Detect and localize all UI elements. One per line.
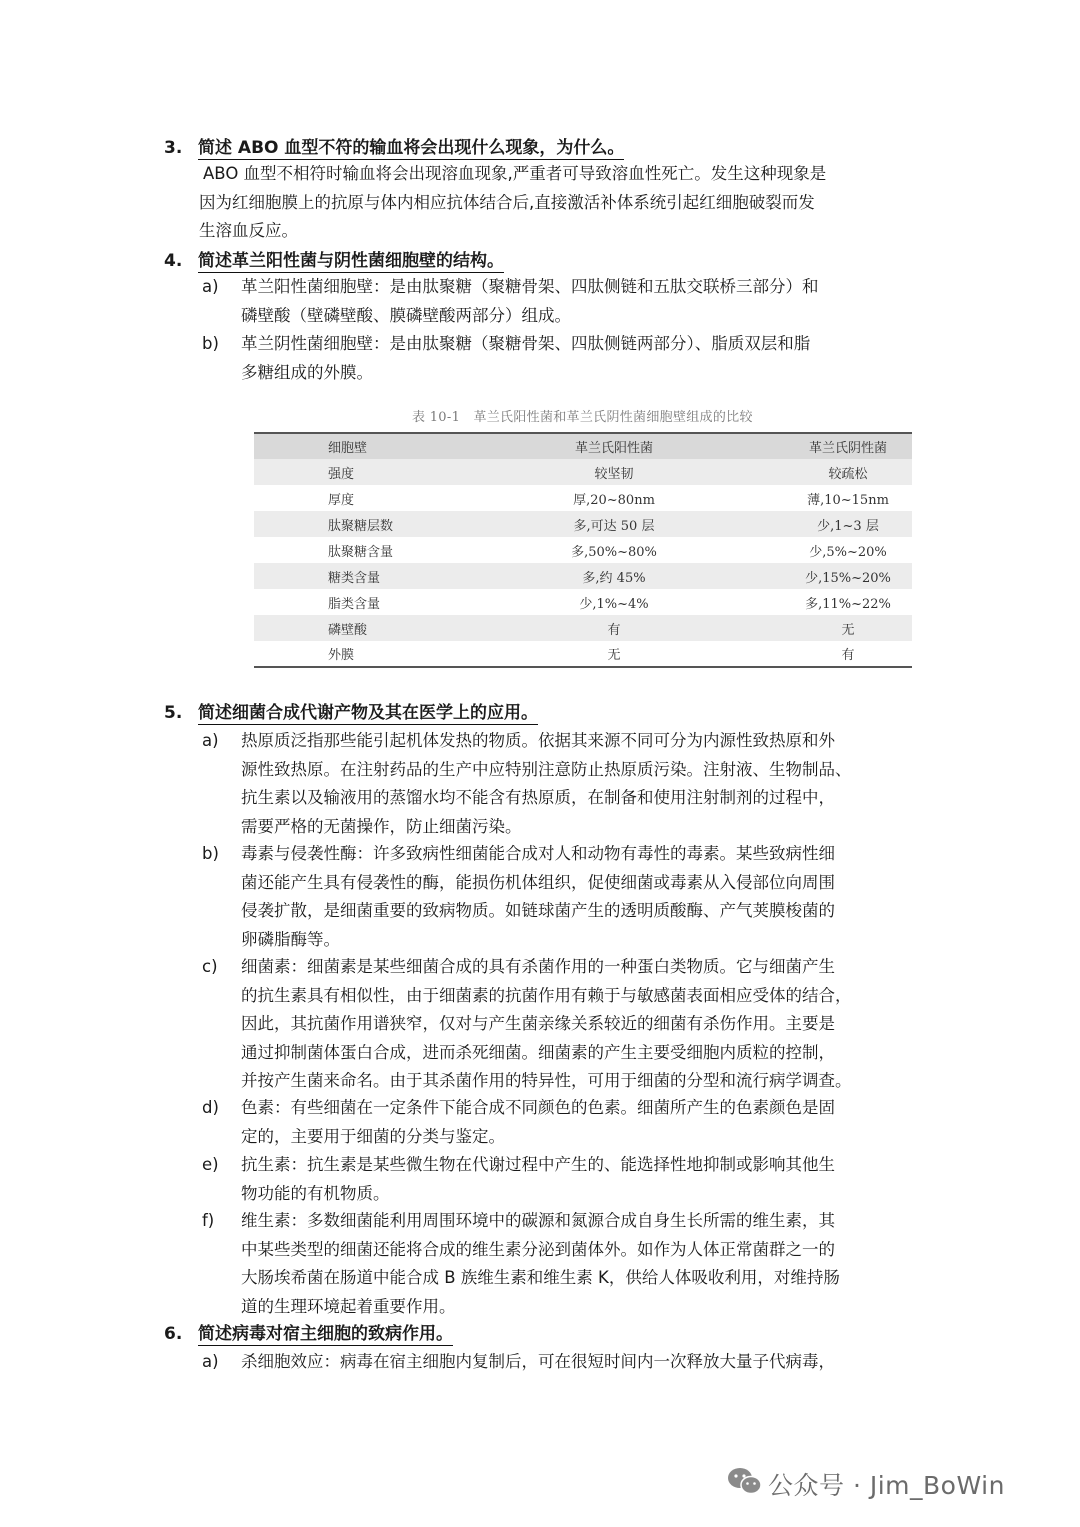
table-cell: 肽聚糖含量 xyxy=(328,544,394,560)
table-row xyxy=(254,615,912,641)
question-6-heading xyxy=(164,1323,453,1345)
table-row xyxy=(254,511,912,537)
question-number: 4. xyxy=(164,251,183,271)
list-marker: b) xyxy=(202,844,219,863)
item-line: 的抗生素具有相似性，由于细菌素的抗菌作用有赖于与敏感菌表面相应受体的结合， xyxy=(241,985,852,1005)
answer-line: ABO 血型不相符时输血将会出现溶血现象,严重者可导致溶血性死亡。发生这种现象是 xyxy=(203,164,827,183)
question-number: 5. xyxy=(164,703,183,723)
table-cell: 脂类含量 xyxy=(328,596,381,612)
table-cell: 多,约 45% xyxy=(434,563,724,589)
item-line: 需要严格的无菌操作，防止细菌污染。 xyxy=(241,816,522,836)
table-cell: 少,1%~4% xyxy=(579,596,649,612)
item-line: 革兰阴性菌细胞壁：是由肽聚糖（聚糖骨架、四肽侧链两部分）、脂质双层和脂 xyxy=(241,334,811,353)
item-line: 杀细胞效应：病毒在宿主细胞内复制后，可在很短时间内一次释放大量子代病毒， xyxy=(241,1352,835,1371)
question-title: 简述革兰阳性菌与阴性菌细胞壁的结构。 xyxy=(198,251,504,271)
item-line: 革兰阳性菌细胞壁：是由肽聚糖（聚糖骨架、四肽侧链和五肽交联桥三部分）和 xyxy=(241,277,819,296)
item-line: 侵袭扩散，是细菌重要的致病物质。如链球菌产生的透明质酸酶、产气荚膜梭菌的 xyxy=(241,901,835,920)
item-line: 磷壁酸（壁磷壁酸、膜磷壁酸两部分）组成。 xyxy=(241,305,571,325)
list-marker: d) xyxy=(202,1098,219,1117)
wechat-icon xyxy=(726,1466,764,1496)
table-cell: 多,50%~80% xyxy=(571,544,657,560)
table-cell: 强度 xyxy=(254,459,434,485)
item-line: 菌还能产生具有侵袭性的酶，能损伤机体组织，促使细菌或毒素从入侵部位向周围 xyxy=(241,872,835,892)
watermark-text: 公众号 · Jim_BoWin xyxy=(768,1471,1005,1500)
item-line: 毒素与侵袭性酶：许多致病性细菌能合成对人和动物有毒性的毒素。某些致病性细 xyxy=(241,844,835,863)
table-cell: 较疏松 xyxy=(724,459,912,485)
table-row xyxy=(254,485,912,511)
list-marker: a) xyxy=(202,1352,219,1371)
table-cell: 磷壁酸 xyxy=(254,615,434,641)
item-line: 细菌素：细菌素是某些细菌合成的具有杀菌作用的一种蛋白类物质。它与细菌产生 xyxy=(241,957,835,976)
question-title: 简述病毒对宿主细胞的致病作用。 xyxy=(198,1324,453,1344)
table-cell: 无 xyxy=(724,615,912,641)
table-cell: 少,15%~20% xyxy=(724,563,912,589)
item-line: 多糖组成的外膜。 xyxy=(241,362,373,382)
answer-line: 因为红细胞膜上的抗原与体内相应抗体结合后,直接激活补体系统引起红细胞破裂而发 xyxy=(199,192,815,212)
table-cell: 无 xyxy=(434,641,724,667)
list-marker: e) xyxy=(202,1155,219,1174)
item-line: 维生素：多数细菌能利用周围环境中的碳源和氮源合成自身生长所需的维生素，其 xyxy=(241,1211,835,1230)
question-4-heading xyxy=(164,250,504,272)
item-line: 抗生素：抗生素是某些微生物在代谢过程中产生的、能选择性地抑制或影响其他生 xyxy=(241,1155,835,1174)
table-cell: 少,1~3 层 xyxy=(724,511,912,537)
table-row xyxy=(254,537,912,563)
item-line: 物功能的有机物质。 xyxy=(241,1183,390,1203)
question-5-heading xyxy=(164,702,538,724)
cell-wall-comparison-table xyxy=(254,432,912,668)
item-line: 源性致热原。在注射药品的生产中应特别注意防止热原质污染。注射液、生物制品、 xyxy=(241,759,852,779)
list-marker: f) xyxy=(202,1211,215,1230)
item-line: 大肠埃希菌在肠道中能合成 B 族维生素和维生素 K，供给人体吸收利用，对维持肠 xyxy=(241,1268,840,1287)
table-cell: 厚度 xyxy=(328,492,355,508)
question-3-answer xyxy=(199,160,928,246)
question-number: 3. xyxy=(164,138,183,158)
table-cell: 有 xyxy=(724,641,912,667)
question-title: 简述 ABO 血型不符的输血将会出现什么现象，为什么。 xyxy=(198,138,625,158)
watermark xyxy=(726,1462,1066,1502)
table-header-cell: 革兰氏阴性菌 xyxy=(724,433,912,459)
list-marker: c) xyxy=(202,957,218,976)
table-row xyxy=(254,589,912,615)
table-row xyxy=(254,563,912,589)
table-cell: 肽聚糖层数 xyxy=(254,511,434,537)
question-3-heading xyxy=(164,137,624,159)
item-line: 道的生理环境起着重要作用。 xyxy=(241,1296,456,1316)
list-marker: b) xyxy=(202,334,219,353)
table-row xyxy=(254,641,912,667)
table-cell: 厚,20~80nm xyxy=(573,492,655,508)
item-line: 热原质泛指那些能引起机体发热的物质。依据其来源不同可分为内源性致热原和外 xyxy=(241,731,835,750)
table-cell: 外膜 xyxy=(254,641,434,667)
table-cell: 有 xyxy=(434,615,724,641)
table-header-cell: 细胞壁 xyxy=(254,433,434,459)
item-line: 并按产生菌来命名。由于其杀菌作用的特异性，可用于细菌的分型和流行病学调查。 xyxy=(241,1071,852,1090)
table-cell: 多,可达 50 层 xyxy=(434,511,724,537)
table-cell: 较坚韧 xyxy=(434,459,724,485)
table-header-row xyxy=(254,433,912,459)
item-line: 定的，主要用于细菌的分类与鉴定。 xyxy=(241,1126,505,1146)
table-cell: 少,5%~20% xyxy=(809,544,887,560)
list-marker: a) xyxy=(202,731,219,750)
table-cell: 薄,10~15nm xyxy=(807,492,889,508)
item-line: 通过抑制菌体蛋白合成，进而杀死细菌。细菌素的产生主要受细胞内质粒的控制， xyxy=(241,1042,835,1062)
item-line: 色素：有些细菌在一定条件下能合成不同颜色的色素。细菌所产生的色素颜色是固 xyxy=(241,1098,835,1117)
table-row xyxy=(254,459,912,485)
item-line: 抗生素以及输液用的蒸馏水均不能含有热原质，在制备和使用注射制剂的过程中， xyxy=(241,788,835,807)
table-caption: 表 10-1 革兰氏阳性菌和革兰氏阴性菌细胞壁组成的比较 xyxy=(412,410,753,425)
table-header-cell: 革兰氏阳性菌 xyxy=(434,433,724,459)
item-line: 因此，其抗菌作用谱狭窄，仅对与产生菌亲缘关系较近的细菌有杀伤作用。主要是 xyxy=(241,1014,835,1033)
answer-line: 生溶血反应。 xyxy=(199,221,298,240)
item-line: 中某些类型的细菌还能将合成的维生素分泌到菌体外。如作为人体正常菌群之一的 xyxy=(241,1239,835,1259)
table-cell: 糖类含量 xyxy=(254,563,434,589)
table-cell: 多,11%~22% xyxy=(805,596,891,612)
question-title: 简述细菌合成代谢产物及其在医学上的应用。 xyxy=(198,703,538,723)
item-line: 卵磷脂酶等。 xyxy=(241,929,340,949)
list-marker: a) xyxy=(202,277,219,296)
question-number: 6. xyxy=(164,1324,183,1344)
